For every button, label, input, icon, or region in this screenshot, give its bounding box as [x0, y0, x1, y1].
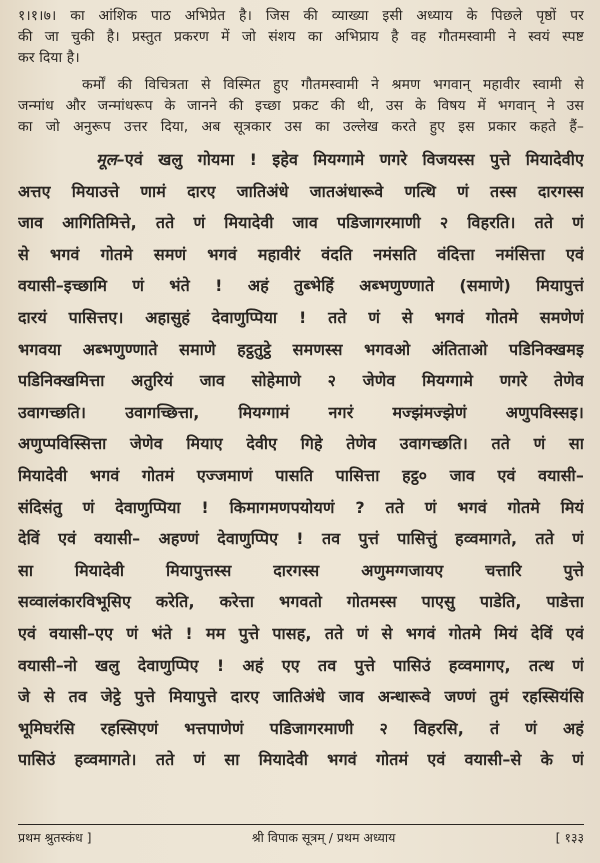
sutra-line: वयासी–इच्छामि णं भंते ! अहं तुब्भेहिं अब्भणुण्णाते (समाणे) मियापुत्तं [18, 276, 584, 296]
text-line: जन्मांध और जन्मांधरूप के जानने की इच्छा प्रकट की थी, उस के विषय में भगवान् ने उस [18, 98, 584, 114]
page-body [18, 6, 584, 776]
sutra-line: जे से तव जेट्ठे पुत्ते मियापुत्ते दारए जातिअंधे जाव अन्धारूवे जण्णं तुमं रहस्सियंसि [18, 687, 584, 707]
sutra-line [18, 144, 584, 176]
sutra-line: सा मियादेवी मियापुत्तस्स दारगस्स अणुमग्गजायए चत्तारि पुत्ते [18, 560, 584, 580]
sutra-text [18, 144, 584, 776]
text-line: का जो अनुरूप उत्तर दिया, अब सूत्रकार उस का उल्लेख करते हुए इस प्रकार कहते हैं– [18, 119, 584, 135]
footer-section: प्रथम श्रुतस्कंध ] [18, 830, 92, 845]
sutra-line: भगवया अब्भणुण्णाते समाणे हट्ठतुट्ठे समणस्स भगवओ अंतिताओ पडिनिक्खमइ [18, 339, 584, 359]
commentary-text [18, 6, 584, 138]
text-line: कर दिया है। [18, 50, 80, 66]
sutra-line: जाव आगितिमित्ते, तते णं मियादेवी जाव पडिजागरमाणी २ विहरति। तते णं [18, 213, 584, 233]
sutra-line-text: एवं खलु गोयमा ! इहेव मियग्गामे णगरे विजयस्स पुत्ते मियादेवीए [124, 150, 584, 169]
sutra-line: भूमिघरंसि रहस्सिएणं भत्तपाणेणं पडिजागरमाणी २ विहरसि, तं णं अहं [18, 718, 584, 738]
sutra-line: सव्वालंकारविभूसिए करेति, करेत्ता भगवतो गोतमस्स पाएसु पाडेति, पाडेत्ता [18, 592, 584, 612]
page-number: [ १३३ [555, 830, 584, 845]
text-line: १।१।७। का आंशिक पाठ अभिप्रेत है। जिस की व्याख्या इसी अध्याय के पिछले पृष्ठों पर [18, 8, 584, 24]
text-line: की जा चुकी है। प्रस्तुत प्रकरण में जो संशय का अभिप्राय है वह गौतमस्वामी ने स्वयं स्पष्ट [18, 29, 584, 45]
sutra-line: से भगवं गोतमे समणं भगवं महावीरं वंदति नमंसति वंदित्ता नमंसित्ता एवं [18, 244, 584, 264]
page-footer [18, 824, 584, 846]
text-line: कर्मों की विचित्रता से विस्मित हुए गौतमस्वामी ने श्रमण भगवान् महावीर स्वामी से [82, 77, 584, 93]
sutra-line: उवागच्छति। उवागच्छित्ता, मियग्गामं नगरं मज्झंमज्झेणं अणुपविस्सइ। [18, 402, 584, 422]
sutra-line: मियादेवी भगवं गोतमं एज्जमाणं पासति पासित्ता हट्ठ० जाव एवं वयासी– [18, 465, 584, 485]
sutra-line: देविं एवं वयासी– अहण्णं देवाणुप्पिए ! तव पुत्तं पासित्तुं हव्वमागते, तते णं [18, 529, 584, 549]
commentary-paragraph-1 [18, 6, 584, 69]
sutra-line: अत्तए मियाउत्ते णामं दारए जातिअंधे जातअंधारूवे णत्थि णं तस्स दारगस्स [18, 181, 584, 201]
sutra-line: पासिउं हव्वमागते। तते णं सा मियादेवी भगवं गोतमं एवं वयासी–से के णं [18, 750, 584, 770]
sutra-line: अणुप्पविस्सित्ता जेणेव मियाए देवीए गिहे तेणेव उवागच्छति। तते णं सा [18, 434, 584, 454]
footer-book-title: श्री विपाक सूत्रम् / प्रथम अध्याय [251, 830, 396, 845]
commentary-paragraph-2 [18, 75, 584, 138]
sutra-line: एवं वयासी–एए णं भंते ! मम पुत्ते पासह, तते णं से भगवं गोतमे मियं देविं एवं [18, 623, 584, 643]
sutra-label: मूल– [96, 150, 125, 169]
sutra-line: संदिसंतु णं देवाणुप्पिया ! किमागमणपयोयणं ? तते णं भगवं गोतमे मियं [18, 497, 584, 517]
sutra-line: दारयं पासित्तए। अहासुहं देवाणुप्पिया ! तते णं से भगवं गोतमे समणेणं [18, 307, 584, 327]
sutra-line: पडिनिक्खमित्ता अतुरियं जाव सोहेमाणे २ जेणेव मियग्गामे णगरे तेणेव [18, 371, 584, 391]
sutra-line: वयासी–नो खलु देवाणुप्पिए ! अहं एए तव पुत्ते पासिउं हव्वमागए, तत्थ णं [18, 655, 584, 675]
